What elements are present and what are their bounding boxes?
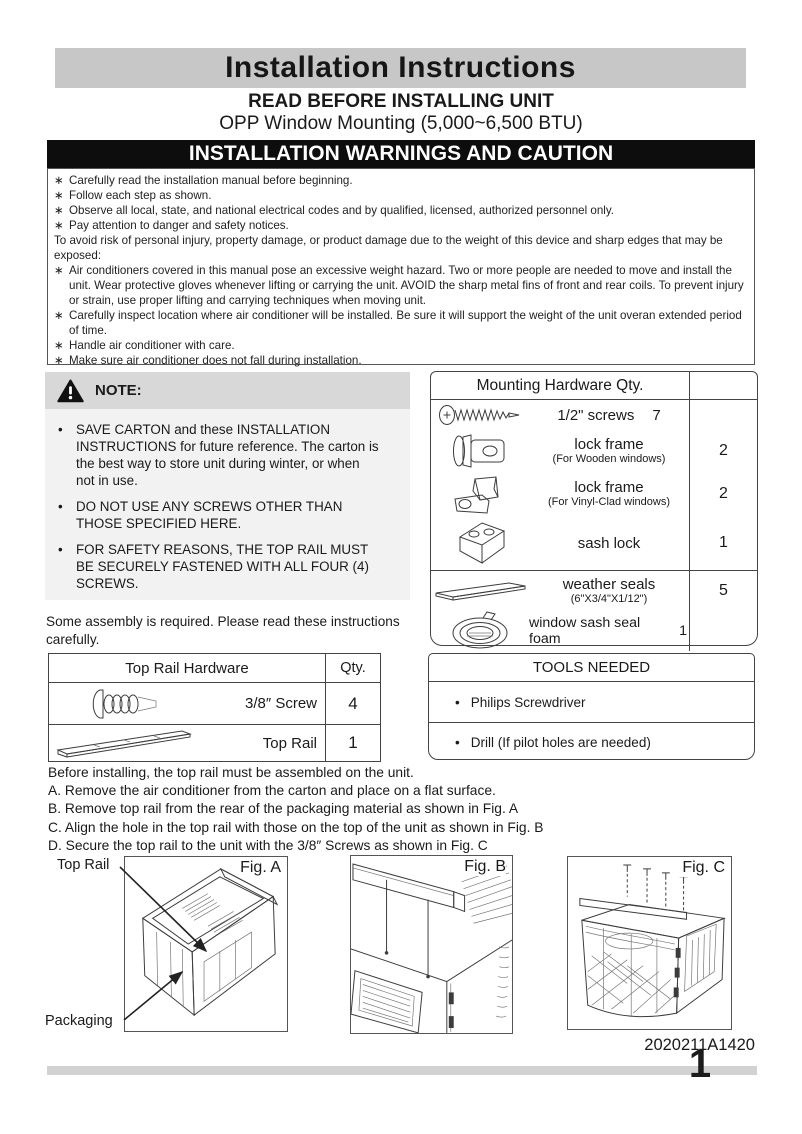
tool-item: • Philips Screwdriver (455, 694, 586, 710)
top-rail-hardware-header: Top Rail Hardware (125, 659, 249, 677)
figure-a-drawing (125, 857, 287, 1031)
mounting-hardware-row-label: lock frame (For Wooden windows) (552, 436, 666, 466)
half-inch-screw-icon (431, 400, 529, 430)
tools-needed-header: TOOLS NEEDED (429, 654, 754, 682)
warning-triangle-icon (57, 379, 84, 403)
note-item: • DO NOT USE ANY SCREWS OTHER THAN THOSE SPECIFIED HERE. (58, 499, 343, 531)
dot-bullet: • (455, 735, 460, 750)
footer-bar (47, 1066, 757, 1075)
mounting-hardware-row-label: weather seals (6"X3/4"X1/12") (529, 570, 689, 611)
mounting-hardware-row-label: 1/2" screws 7 (557, 406, 661, 424)
asterisk-bullet: ∗ (54, 339, 64, 352)
assembly-note: Some assembly is required. Please read these instructions carefully. (46, 614, 400, 647)
top-rail-icon (49, 724, 199, 761)
packaging-callout-label: Packaging (45, 1013, 113, 1029)
mounting-hardware-row-qty: 5 (689, 570, 757, 611)
top-rail-row-qty: 1 (325, 724, 380, 761)
warnings-box (47, 168, 755, 365)
sash-lock-icon (431, 516, 529, 570)
dot-bullet: • (455, 694, 460, 710)
dot-bullet: • (58, 542, 63, 557)
page-number: 1 (688, 1042, 712, 1086)
asterisk-bullet: ∗ (54, 189, 64, 202)
top-rail-row-label: Top Rail (199, 724, 325, 761)
page-title: Installation Instructions (225, 51, 576, 84)
warnings-header-bar (47, 140, 755, 168)
asterisk-bullet: ∗ (54, 309, 64, 322)
top-rail-qty-header: Qty. (325, 654, 380, 682)
top-rail-hardware-table (48, 653, 381, 762)
warning-line: ∗ Make sure air conditioner does not fall during installation. (54, 354, 362, 367)
mounting-hardware-row-label: window sash seal foam 1 (529, 615, 687, 647)
figure-b (350, 855, 513, 1034)
note-title: NOTE: (95, 382, 142, 399)
figure-c (567, 856, 732, 1030)
mounting-hardware-table (430, 371, 758, 646)
asterisk-bullet: ∗ (54, 204, 64, 217)
mounting-hardware-row-qty: 2 (689, 472, 757, 516)
step-a: A. Remove the air conditioner from the carton and place on a flat surface. (48, 783, 496, 799)
step-intro: Before installing, the top rail must be assembled on the unit. (48, 765, 414, 780)
warning-line: ∗ Pay attention to danger and safety notices. (54, 219, 289, 232)
figure-b-label: Fig. B (461, 858, 506, 876)
dot-bullet: • (58, 499, 63, 514)
tools-needed-table (428, 653, 755, 760)
mounting-hardware-header: Mounting Hardware Qty. (431, 372, 689, 400)
mounting-hardware-row-label: sash lock (577, 534, 641, 552)
mounting-hardware-row-qty: 1 (689, 516, 757, 570)
subtitle-model: OPP Window Mounting (5,000~6,500 BTU) (219, 113, 583, 134)
warning-intro: To avoid risk of personal injury, property damage, or product damage due to the weight of this device and sharp edges that may be exposed: (54, 234, 723, 262)
top-rail-row-label: 3/8″ Screw (199, 682, 325, 724)
weather-seal-icon (431, 570, 529, 611)
figure-b-drawing (351, 856, 512, 1033)
step-d: D. Secure the top rail to the unit with the 3/8″ Screws as shown in Fig. C (48, 837, 488, 853)
document-number: 2020211A1420 (644, 1036, 755, 1054)
figure-c-label: Fig. C (679, 859, 725, 877)
warning-line: ∗ Carefully read the installation manual before beginning. (54, 174, 353, 187)
note-body (45, 409, 410, 600)
mounting-hardware-row-qty (689, 400, 757, 430)
tool-item: • Drill (If pilot holes are needed) (429, 722, 754, 762)
asterisk-bullet: ∗ (54, 174, 64, 187)
lock-frame-wood-icon (431, 430, 529, 472)
warning-line: ∗ Handle air conditioner with care. (54, 339, 235, 352)
note-item: • SAVE CARTON and these INSTALLATION INSTRUCTIONS for future reference. The carton is the best way to store unit during winter, or when not in use. (58, 422, 379, 488)
note-header (45, 372, 410, 409)
asterisk-bullet: ∗ (54, 219, 64, 232)
lock-frame-vinyl-icon (431, 472, 529, 516)
title-bar (55, 48, 746, 88)
assembly-steps (48, 764, 668, 855)
figure-a (124, 856, 288, 1032)
figure-a-label: Fig. A (237, 859, 281, 877)
top-rail-callout-label: Top Rail (57, 857, 110, 873)
mounting-hardware-row-qty: 2 (689, 430, 757, 472)
warning-line: ∗ Observe all local, state, and national electrical codes and by qualified, licensed, authorized personnel only. (54, 204, 615, 217)
top-rail-row-qty: 4 (325, 682, 380, 724)
asterisk-bullet: ∗ (54, 264, 64, 277)
inline-qty: 1 (679, 623, 687, 639)
subtitle-read-before: READ BEFORE INSTALLING UNIT (248, 91, 554, 112)
note-item: • FOR SAFETY REASONS, THE TOP RAIL MUST BE SECURELY FASTENED WITH ALL FOUR (4) SCREWS. (58, 542, 369, 591)
mounting-hardware-row-qty (689, 611, 757, 651)
figure-c-drawing (568, 857, 731, 1029)
step-c: C. Align the hole in the top rail with those on the top of the unit as shown in Fig. B (48, 819, 544, 835)
step-b: B. Remove top rail from the rear of the packaging material as shown in Fig. A (48, 801, 519, 817)
warning-line: ∗ Follow each step as shown. (54, 189, 212, 202)
warning-line: ∗ Air conditioners covered in this manual pose an excessive weight hazard. Two or more people are needed to move and install the unit. Wear protective gloves whenever lifting or carrying the unit. AVOID the sharp metal fins of front and rear coils. To prevent injury or strain, use proper lifting and carrying techniques when moving unit. (54, 264, 744, 307)
inline-qty: 7 (652, 406, 661, 424)
three-eighths-screw-icon (49, 682, 199, 724)
seal-foam-icon (431, 611, 529, 651)
note-box (45, 372, 410, 600)
dot-bullet: • (58, 422, 63, 437)
mounting-hardware-row-label: lock frame (For Vinyl-Clad windows) (547, 479, 671, 509)
warning-line: ∗ Carefully inspect location where air conditioner will be installed. Be sure it will support the weight of the unit overan extended period of time. (54, 309, 742, 337)
mounting-hardware-qty-header-cell (689, 372, 757, 400)
warnings-header: INSTALLATION WARNINGS AND CAUTION (188, 142, 614, 165)
asterisk-bullet: ∗ (54, 354, 64, 367)
